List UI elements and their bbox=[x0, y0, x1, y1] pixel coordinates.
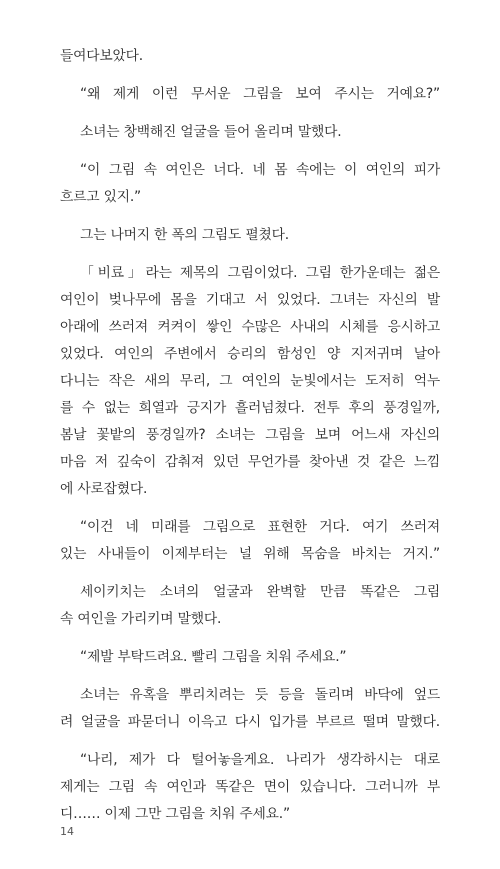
text-line: 세이키치는 소녀의 얼굴과 완벽할 만큼 똑같은 그림 bbox=[80, 584, 440, 600]
text-line: 를 수 없는 희열과 긍지가 흘러넘쳤다. 전투 후의 풍경일까, bbox=[60, 400, 440, 416]
text-line: 제게는 그림 속 여인과 똑같은 면이 있습니다. 그러니까 부 bbox=[60, 779, 440, 795]
text-line: 마음 저 깊숙이 감춰져 있던 무언가를 찾아낸 것 같은 느낌 bbox=[60, 454, 440, 470]
text-line: 에 사로잡혔다. bbox=[60, 481, 148, 497]
text-line: “나리, 제가 다 털어놓을게요. 나리가 생각하시는 대로 bbox=[80, 752, 440, 768]
text-line: 아래에 쓰러져 켜켜이 쌓인 수많은 사내의 시체를 응시하고 bbox=[60, 319, 440, 335]
text-line: 「비료」라는 제목의 그림이었다. 그림 한가운데는 젊은 bbox=[80, 265, 440, 281]
text-line: 그는 나머지 한 폭의 그림도 펼쳤다. bbox=[80, 227, 289, 243]
text-line: “제발 부탁드려요. 빨리 그림을 치워 주세요.” bbox=[80, 649, 347, 665]
text-line: 들여다보았다. bbox=[60, 48, 143, 64]
text-line: 흐르고 있지.” bbox=[60, 189, 141, 205]
text-line: 다니는 작은 새의 무리, 그 여인의 눈빛에서는 도저히 억누 bbox=[60, 373, 440, 389]
text-line: 있었다. 여인의 주변에서 승리의 함성인 양 지저귀며 날아 bbox=[60, 346, 440, 362]
text-line: “이 그림 속 여인은 너다. 네 몸 속에는 이 여인의 피가 bbox=[80, 162, 440, 178]
text-line: 여인이 벚나무에 몸을 기대고 서 있었다. 그녀는 자신의 발 bbox=[60, 292, 440, 308]
text-line: 속 여인을 가리키며 말했다. bbox=[60, 611, 222, 627]
text-line: 소녀는 유혹을 뿌리치려는 듯 등을 돌리며 바닥에 엎드 bbox=[80, 687, 440, 703]
text-line: 봄날 꽃밭의 풍경일까? 소녀는 그림을 보며 어느새 자신의 bbox=[60, 427, 440, 443]
text-line: 디…… 이제 그만 그림을 치워 주세요.” bbox=[60, 806, 290, 822]
text-line: 려 얼굴을 파묻더니 이윽고 다시 입가를 부르르 떨며 말했다. bbox=[60, 714, 440, 730]
text-line: 소녀는 창백해진 얼굴을 들어 올리며 말했다. bbox=[80, 124, 342, 140]
text-line: “이건 네 미래를 그림으로 표현한 거다. 여기 쓰러져 bbox=[80, 519, 440, 535]
page-number: 14 bbox=[60, 825, 74, 838]
text-line: “왜 제게 이런 무서운 그림을 보여 주시는 거예요?” bbox=[80, 86, 440, 102]
text-line: 있는 사내들이 이제부터는 널 위해 목숨을 바치는 거지.” bbox=[60, 546, 440, 562]
